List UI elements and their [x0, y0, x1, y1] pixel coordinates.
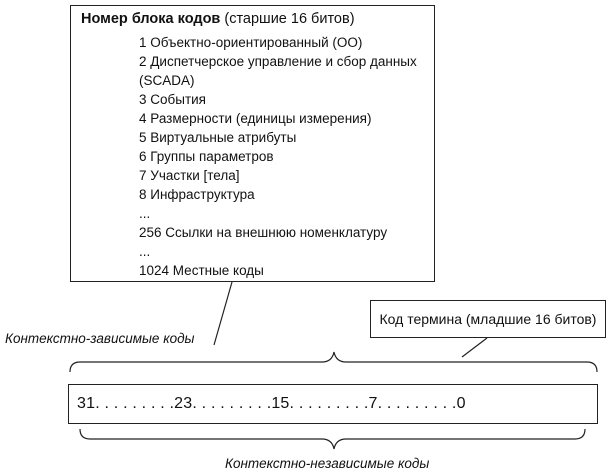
upper-brace — [70, 352, 597, 372]
list-item: 1 Объектно-ориентированный (ОО) — [139, 35, 363, 50]
list-item: 1024 Местные коды — [139, 263, 264, 278]
block-connector-line — [214, 282, 232, 345]
code-block-list — [139, 33, 424, 280]
term-connector-line — [462, 338, 487, 357]
list-item: 4 Размерности (единицы измерения) — [139, 111, 372, 126]
list-item: 2 Диспетчерское управление и сбор данных (SCADA) — [139, 54, 417, 88]
list-item: ... — [139, 206, 151, 221]
bit-positions-label: 31. . . . . . . . .23. . . . . . . . .15. . . . . . . . .7. . . . . . . . .0 — [77, 395, 466, 412]
lower-brace — [80, 429, 585, 449]
list-item: 7 Участки [тела] — [139, 168, 240, 183]
list-item: 256 Ссылки на внешнюю номенклатуру — [139, 225, 388, 240]
list-item: ... — [139, 244, 151, 259]
code-block-title: Номер блока кодов (старшие 16 битов) — [81, 11, 355, 27]
context-independent-caption: Контекстно-независимые коды — [225, 456, 430, 471]
bit-field-box — [68, 384, 598, 424]
list-item: 6 Группы параметров — [139, 149, 274, 164]
list-item: 3 События — [139, 92, 206, 107]
term-code-box — [370, 300, 606, 338]
context-dependent-caption: Контекстно-зависимые коды — [5, 331, 195, 346]
list-item: 5 Виртуальные атрибуты — [139, 130, 297, 145]
term-code-label: Код термина (младшие 16 битов) — [379, 311, 597, 327]
code-block-box — [70, 5, 435, 282]
list-item: 8 Инфраструктура — [139, 187, 255, 202]
